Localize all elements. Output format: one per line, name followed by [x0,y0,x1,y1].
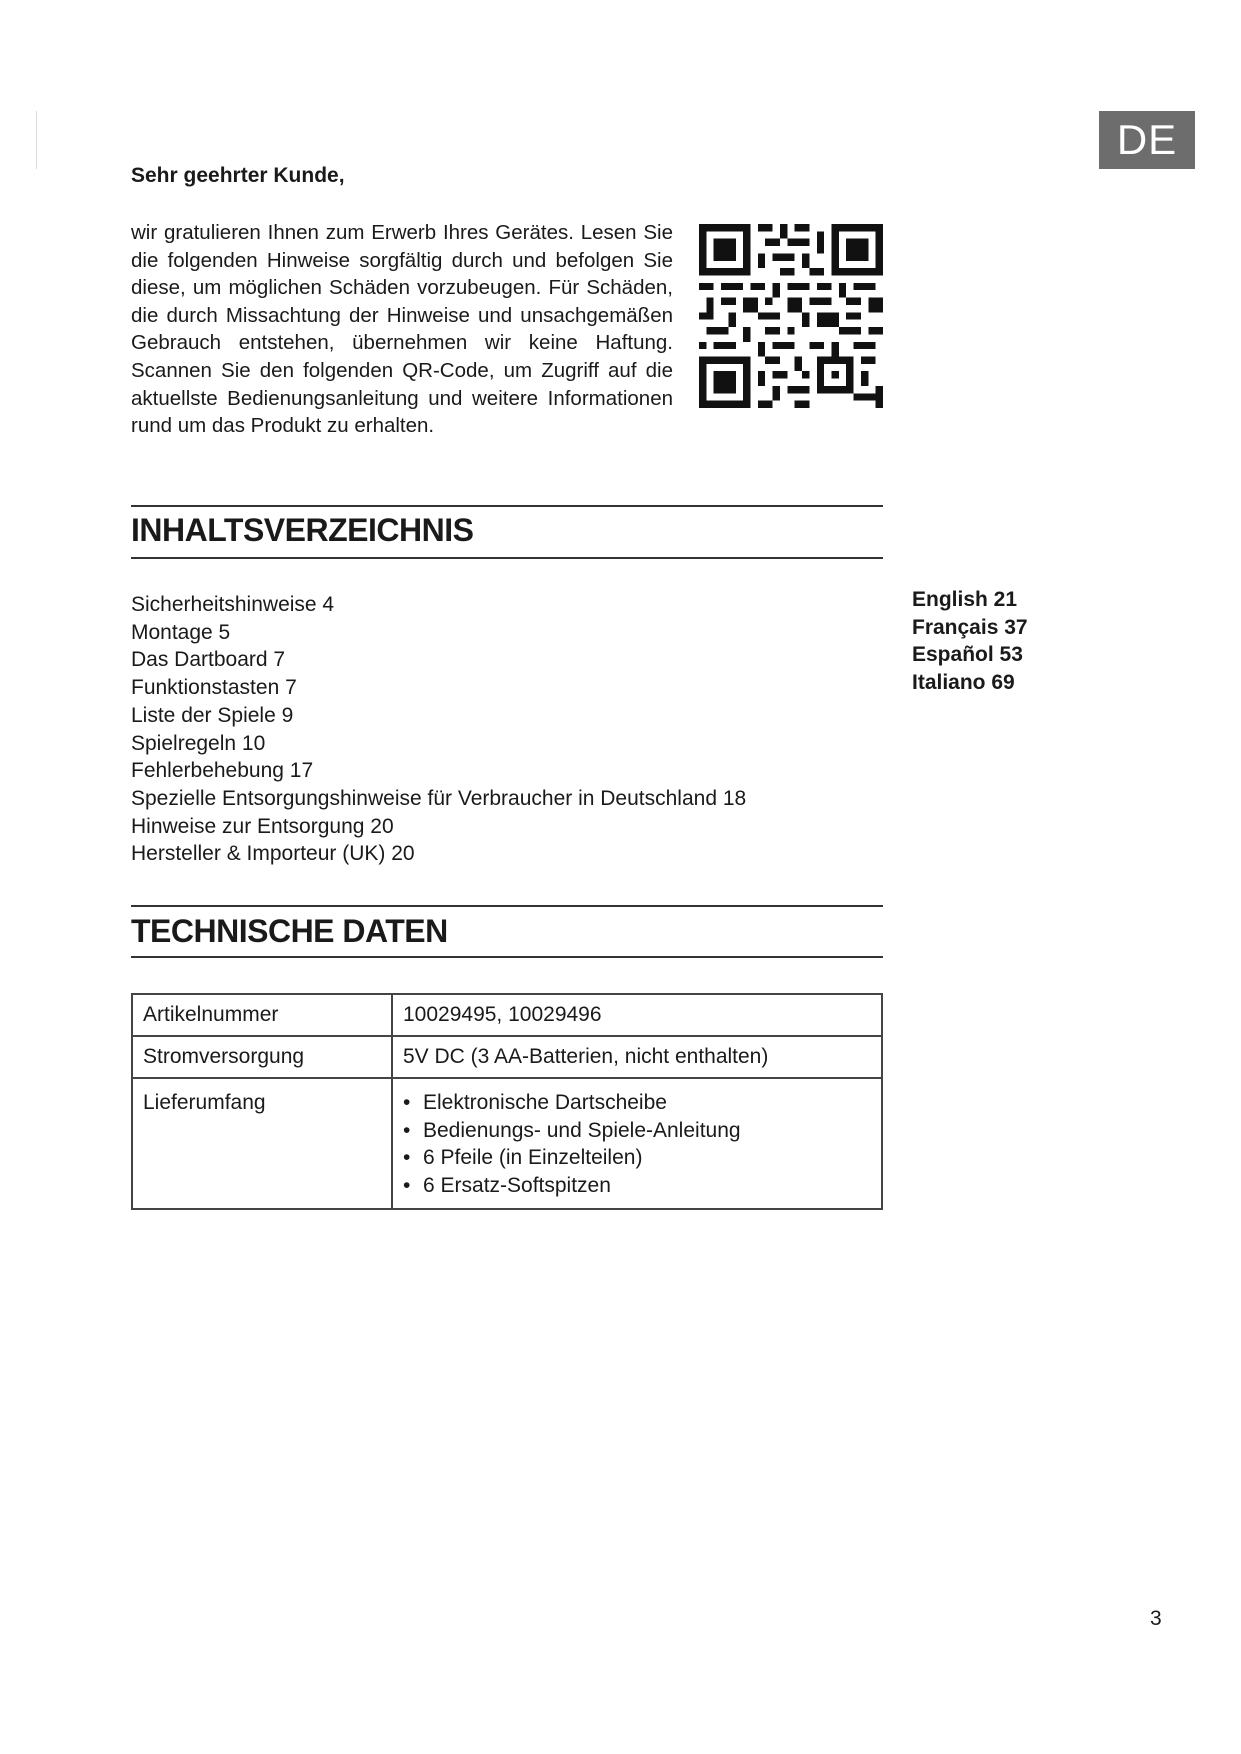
specs-title: TECHNISCHE DATEN [131,913,448,949]
language-item-espanol[interactable]: Español 53 [912,643,1023,667]
toc-item[interactable]: Hersteller & Importeur (UK) 20 [131,842,415,866]
toc-item[interactable]: Spielregeln 10 [131,731,266,755]
spec-label: Lieferumfang [132,1078,392,1209]
list-item: • 6 Ersatz-Softspitzen [423,1172,871,1200]
language-badge: DE [1099,111,1195,169]
language-item-francais[interactable]: Français 37 [912,615,1028,639]
toc-item[interactable]: Funktionstasten 7 [131,676,297,700]
toc-item[interactable]: Spezielle Entsorgungshinweise für Verbraucher in Deutschland 18 [131,786,747,810]
scope-list [403,1089,871,1200]
table-row [132,994,882,1036]
margin-mark [36,111,37,169]
toc-item[interactable]: Fehlerbehebung 17 [131,759,314,783]
table-row [132,1036,882,1078]
toc-item[interactable]: Das Dartboard 7 [131,648,286,672]
spec-label: Stromversorgung [132,1036,392,1078]
toc-title: INHALTSVERZEICHNIS [131,512,474,548]
list-item: • Bedienungs- und Spiele-Anleitung [423,1117,871,1145]
toc-item[interactable]: Montage 5 [131,620,231,644]
language-item-italiano[interactable]: Italiano 69 [912,671,1015,695]
toc-item[interactable]: Hinweise zur Entsorgung 20 [131,814,394,838]
toc-list [131,591,746,868]
toc-item[interactable]: Liste der Spiele 9 [131,703,294,727]
language-item-english[interactable]: English 21 [912,588,1018,611]
spec-value: 5V DC (3 AA-Batterien, nicht enthalten) [392,1036,882,1078]
spec-value [392,1078,882,1209]
toc-item[interactable]: Sicherheitshinweise 4 [131,593,335,616]
page-number: 3 [1150,1607,1162,1630]
list-item: • 6 Pfeile (in Einzelteilen) [423,1144,871,1172]
spec-value: 10029495, 10029496 [392,994,882,1036]
salutation: Sehr geehrter Kunde, [131,164,345,187]
toc-rule-top [131,505,883,507]
table-row [132,1078,882,1209]
specs-rule-top [131,905,883,907]
intro-paragraph: wir gratulieren Ihnen zum Erwerb Ihres Gerätes. Lesen Sie die folgenden Hinweise sorgfältig durch und befolgen Sie diese, um möglichen Schäden vorzubeugen. Für Schäden, die durch Missachtung der Hinweise und unsachgemäßen Gebrauch entstehen, übernehmen wir keine Haftung. Scannen Sie den folgenden QR-Code, um Zugriff auf die aktuellste Bedienungsanleitung und weitere Informationen rund um das Produkt zu erhalten. [131,221,673,438]
spec-label: Artikelnummer [132,994,392,1036]
specs-table [131,993,883,1210]
qr-code[interactable] [699,224,883,408]
list-item: • Elektronische Dartscheibe [423,1089,871,1117]
language-list [912,586,1028,697]
specs-rule-bottom [131,956,883,958]
toc-rule-bottom [131,557,883,559]
